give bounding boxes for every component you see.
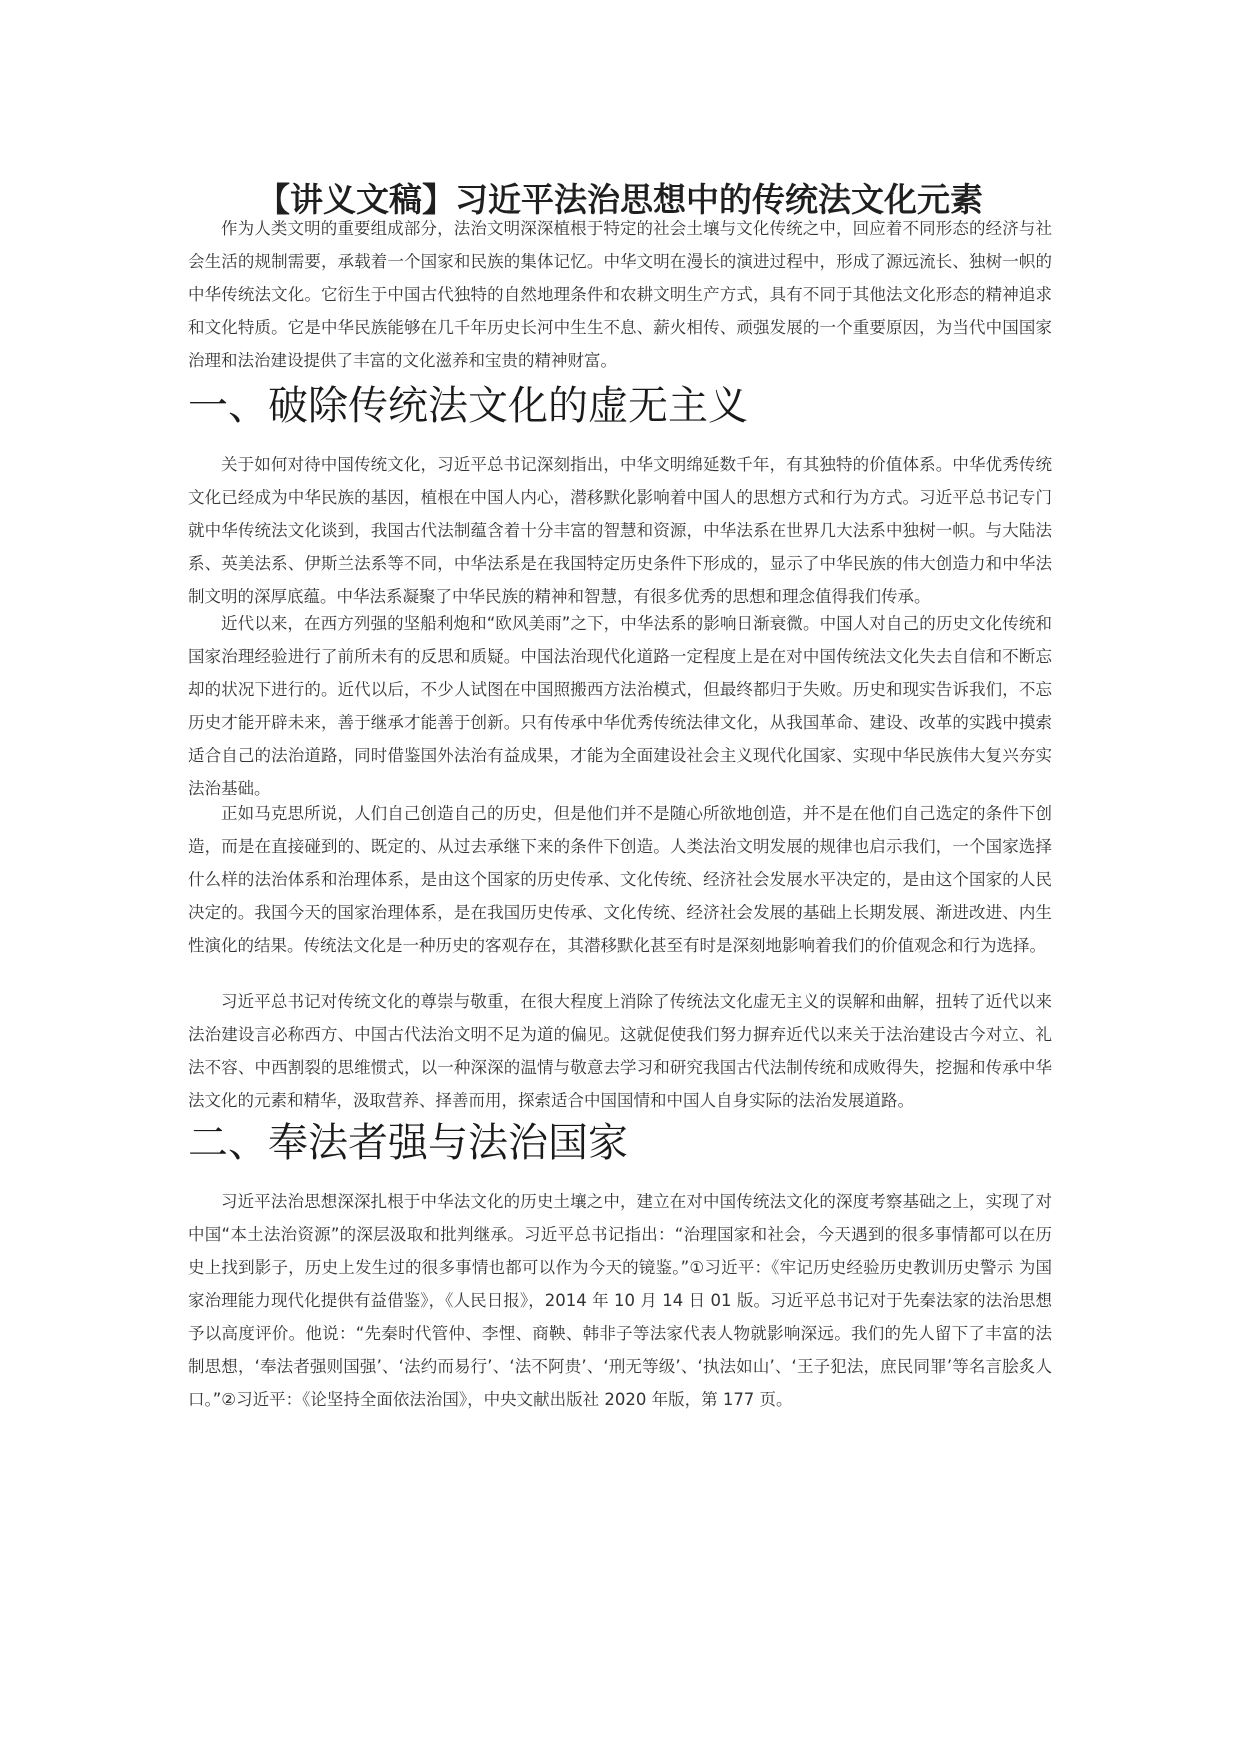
section-1-paragraph-4: 习近平总书记对传统文化的尊崇与敬重，在很大程度上消除了传统法文化虚无主义的误解和曲解，扭转了近代以来法治建设言必称西方、中国古代法治文明不足为道的偏见。这就促使我们努力摒弃近代以来关于法治建设古今对立、礼法不容、中西割裂的思维惯式，以一种深深的温情与敬意去学习和研究我国古代法制传统和成败得失，挖掘和传承中华法文化的元素和精华，汲取营养、择善而用，探索适合中国国情和中国人自身实际的法治发展道路。 bbox=[188, 992, 1052, 1110]
section-2-heading: 二、奉法者强与法治国家 bbox=[188, 1120, 628, 1166]
section-2-paragraph-1: 习近平法治思想深深扎根于中华法文化的历史土壤之中，建立在对中国传统法文化的深度考察基础之上，实现了对中国“本土法治资源”的深层汲取和批判继承。习近平总书记指出：“治理国家和社会，今天遇到的很多事情都可以在历史上找到影子，历史上发生过的很多事情也都可以作为今天的镜鉴。”①习近平：《牢记历史经验历史教训历史警示 为国家治理能力现代化提供有益借鉴》，《人民日报》，2014 年 10 月 14 日 01 版。习近平总书记对于先秦法家的法治思想予以高度评价。他说：“先秦时代管仲、李悝、商鞅、韩非子等法家代表人物就影响深远。我们的先人留下了丰富的法制思想，‘奉法者强则国强’、‘法约而易行’、‘法不阿贵’、‘刑无等级’、‘执法如山’、‘王子犯法，庶民同罪’等名言脍炙人口。”②习近平：《论坚持全面依法治国》，中央文献出版社 2020 年版，第 177 页。 bbox=[188, 1192, 1052, 1409]
document-title: 【讲义文稿】习近平法治思想中的传统法文化元素 bbox=[257, 180, 983, 219]
section-1-paragraph-1: 关于如何对待中国传统文化，习近平总书记深刻指出，中华文明绵延数千年，有其独特的价值体系。中华优秀传统文化已经成为中华民族的基因，植根在中国人内心，潜移默化影响着中国人的思想方式和行为方式。习近平总书记专门就中华传统法文化谈到，我国古代法制蕴含着十分丰富的智慧和资源，中华法系在世界几大法系中独树一帜。与大陆法系、英美法系、伊斯兰法系等不同，中华法系是在我国特定历史条件下形成的，显示了中华民族的伟大创造力和中华法制文明的深厚底蕴。中华法系凝聚了中华民族的精神和智慧，有很多优秀的思想和理念值得我们传承。 bbox=[188, 455, 1052, 606]
section-1-heading: 一、破除传统法文化的虚无主义 bbox=[188, 383, 748, 429]
intro-paragraph: 作为人类文明的重要组成部分，法治文明深深植根于特定的社会土壤与文化传统之中，回应着不同形态的经济与社会生活的规制需要，承载着一个国家和民族的集体记忆。中华文明在漫长的演进过程中，形成了源远流长、独树一帜的中华传统法文化。它衍生于中国古代独特的自然地理条件和农耕文明生产方式，具有不同于其他法文化形态的精神追求和文化特质。它是中华民族能够在几千年历史长河中生生不息、薪火相传、顽强发展的一个重要原因，为当代中国国家治理和法治建设提供了丰富的文化滋养和宝贵的精神财富。 bbox=[188, 219, 1052, 370]
section-1-paragraph-2: 近代以来，在西方列强的坚船利炮和“欧风美雨”之下，中华法系的影响日渐衰微。中国人对自己的历史文化传统和国家治理经验进行了前所未有的反思和质疑。中国法治现代化道路一定程度上是在对中国传统法文化失去自信和不断忘却的状况下进行的。近代以后，不少人试图在中国照搬西方法治模式，但最终都归于失败。历史和现实告诉我们，不忘历史才能开辟未来，善于继承才能善于创新。只有传承中华优秀传统法律文化，从我国革命、建设、改革的实践中摸索适合自己的法治道路，同时借鉴国外法治有益成果，才能为全面建设社会主义现代化国家、实现中华民族伟大复兴夯实法治基础。 bbox=[188, 614, 1052, 798]
section-1-paragraph-3: 正如马克思所说，人们自己创造自己的历史，但是他们并不是随心所欲地创造，并不是在他们自己选定的条件下创造，而是在直接碰到的、既定的、从过去承继下来的条件下创造。人类法治文明发展的规律也启示我们，一个国家选择什么样的法治体系和治理体系，是由这个国家的历史传承、文化传统、经济社会发展水平决定的，是由这个国家的人民决定的。我国今天的国家治理体系，是在我国历史传承、文化传统、经济社会发展的基础上长期发展、渐进改进、内生性演化的结果。传统法文化是一种历史的客观存在，其潜移默化甚至有时是深刻地影响着我们的价值观念和行为选择。 bbox=[188, 804, 1052, 955]
